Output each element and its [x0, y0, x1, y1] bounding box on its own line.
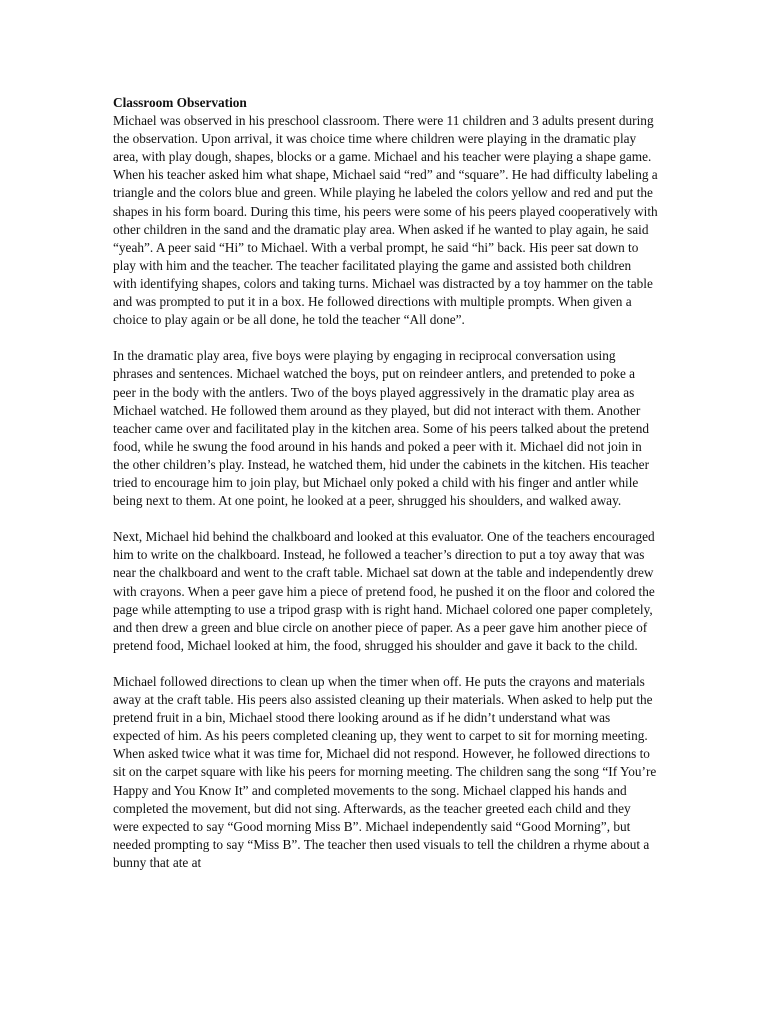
paragraph-1: Michael was observed in his preschool classroom. There were 11 children and 3 adults present during the observation. Upon arrival, it was choice time where children were playing in the dramatic play area, with play dough, shapes, blocks or a game. Michael and his teacher were playing a shape game. When his teacher asked him what shape, Michael said “red” and “square”. He had difficulty labeling a triangle and the colors blue and green. While playing he labeled the colors yellow and red and put the shapes in his form board. During this time, his peers were some of his peers played cooperatively with other children in the sand and the dramatic play area. When asked if he wanted to play again, he said “yeah”. A peer said “Hi” to Michael. With a verbal prompt, he said “hi” back. His peer sat down to play with him and the teacher. The teacher facilitated playing the game and assisted both children with identifying shapes, colors and taking turns. Michael was distracted by a toy hammer on the table and was prompted to put it in a box. He followed directions with multiple prompts. When given a choice to play again or be all done, he told the teacher “All done”. [113, 113, 658, 328]
section-title: Classroom Observation [113, 95, 247, 110]
paragraph-4: Michael followed directions to clean up when the timer when off. He puts the crayons and materials away at the craft table. His peers also assisted cleaning up their materials. When asked to help put the pretend fruit in a bin, Michael stood there looking around as if he didn’t understand what was expected of him. As his peers completed cleaning up, they went to carpet to sit for morning meeting. When asked twice what it was time for, Michael did not respond. However, he followed directions to sit on the carpet square with like his peers for morning meeting. The children sang the song “If You’re Happy and You Know It” and completed movements to the song. Michael clapped his hands and completed the movement, but did not sing. Afterwards, as the teacher greeted each child and they were expected to say “Good morning Miss B”. Michael independently said “Good Morning”, but needed prompting to say “Miss B”. The teacher then used visuals to tell the children a rhyme about a bunny that ate at [113, 674, 657, 870]
document-body [113, 94, 658, 890]
paragraph-2: In the dramatic play area, five boys were playing by engaging in reciprocal conversation using phrases and sentences. Michael watched the boys, put on reindeer antlers, and pretended to poke a peer in the body with the antlers. Two of the boys played aggressively in the dramatic play area as Michael watched. He followed them around as they played, but did not interact with them. Another teacher came over and facilitated play in the kitchen area. Some of his peers talked about the pretend food, while he swung the food around in his hands and poked a peer with it. Michael did not join in the other children’s play. Instead, he watched them, hid under the cabinets in the kitchen. His teacher tried to encourage him to join play, but Michael only poked a child with his finger and antler while being next to them. At one point, he looked at a peer, shrugged his shoulders, and walked away. [113, 348, 650, 509]
paragraph-3: Next, Michael hid behind the chalkboard and looked at this evaluator. One of the teachers encouraged him to write on the chalkboard. Instead, he followed a teacher’s direction to put a toy away that was near the chalkboard and went to the craft table. Michael sat down at the table and independently drew with crayons. When a peer gave him a piece of pretend food, he pushed it on the floor and colored the page while attempting to use a tripod grasp with is right hand. Michael colored one paper completely, and then drew a green and blue circle on another piece of paper. As a peer gave him another piece of pretend food, Michael looked at him, the food, shrugged his shoulder and gave it back to the child. [113, 529, 655, 653]
